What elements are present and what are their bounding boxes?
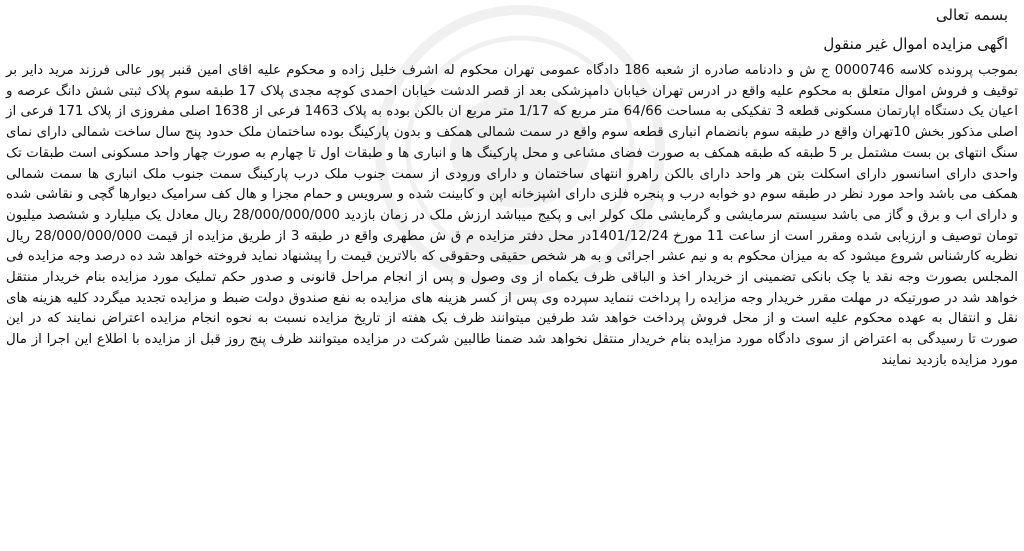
notice-body: بموجب پرونده کلاسه 0000746 ج ش و دادنامه صادره از شعبه 186 دادگاه عمومی تهران محکوم له اشرف خلیل زاده و محکوم علیه اقای امین قنبر پور عالی فرزند مرید دایر بر توقیف و فروش اموال متعلق به محکوم علیه واقع در ادرس تهران خیابان دامپزشکی بعد از قصر الدشت خیابان احمدی کوچه مجدی پلاک 17 طبقه سوم پلاک ثبتی شش دانگ عرصه و اعیان یک دستگاه اپارتمان مسکونی قطعه 3 تفکیکی به مساحت 64/66 متر مربع که 1/17 متر مربع ان بالکن بوده به پلاک 1463 فرعی از 1638 اصلی مفروزی از پلاک 171 فرعی از اصلی مذکور بخش 10تهران واقع در طبقه سوم بانضمام انباری قطعه سوم واقع در سمت شمالی همکف و بدون پارکینگ بوده ساختمان ملک حدود پنج سال ساخت شمالی دارای نمای سنگ انتهای بن بست مشتمل بر 5 طبقه که طبقه همکف به صورت فضای مشاعی و محل پارکینگ ها و انباری ها و طبقات اول تا چهارم به صورت چهار واحد مسکونی است طبقات تک واحدی دارای اسانسور دارای اسکلت بتن هر واحد دارای بالکن راهرو انتهای ساختمان و دارای ورودی از سمت جنوب ملک درب پارکینگ سمت جنوب ملک انباری ها سمت شمالی همکف می باشد واحد مورد نظر در طبقه سوم دو خوابه درب و پنجره فلزی دارای اشپزخانه اپن و کابینت شده و سرویس و حمام مجزا و هال کف سرامیک دیوارها گچی و نقاشی شده و دارای اب و برق و گاز می باشد سیستم سرمایشی و گرمایشی ملک کولر ابی و پکیج میباشد ارزش ملک در زمان بازدید 28/000/000/000 ریال معادل یک میلیارد و ششصد میلیون تومان توصیف و ارزیابی شده ومقرر است از ساعت 11 مورخ 1401/12/24در محل دفتر مزایده م ق ش مطهری واقع در طبقه 3 از طریق مزایده از قیمت 28/000/000/000 ریال نظریه کارشناس شروع میشود که به میزان محکوم به و نیم عشر اجرائی و به هر شخص حقیقی وحقوقی که بالاترین قیمت را پیشنهاد نماید فروخته خواهد شد ده درصد وجه مزایده فی المجلس بصورت وجه نقد یا چک بانکی تضمینی از خریدار اخذ و الباقی ظرف یکماه از وی وصول و پس از انجام مراحل قانونی و صدور حکم تملیک مورد مزایده بنام خریدار منتقل خواهد شد در صورتیکه در مهلت مقرر خریدار وجه مزایده را پرداخت ننماید سپرده وی پس از کسر هزینه های مزایده به نفع صندوق دولت ضبط و مزایده تجدید میگردد کلیه هزینه های نقل و انتقال به عهده محکوم علیه است و از محل فروش پرداخت خواهد شد طرفین میتوانند ظرف یک هفته از تاریخ مزایده نسبت به نحوه انجام مزایده اعتراض نمایند که در این صورت تا رسیدگی به اعتراض از سوی دادگاه مورد مزایده بنام خریدار منتقل نخواهد شد ضمنا طالبین شرکت در مزایده میتوانند ظرف پنج روز قبل از مزایده با اطلاع این اجرا از مال مورد مزایده بازدید نمایند: [6, 63, 1019, 368]
notice-header: بسمه تعالی: [935, 6, 1008, 24]
notice-document: [6, 6, 1018, 372]
notice-title: اگهی مزایده اموال غیر منقول: [823, 35, 1008, 53]
